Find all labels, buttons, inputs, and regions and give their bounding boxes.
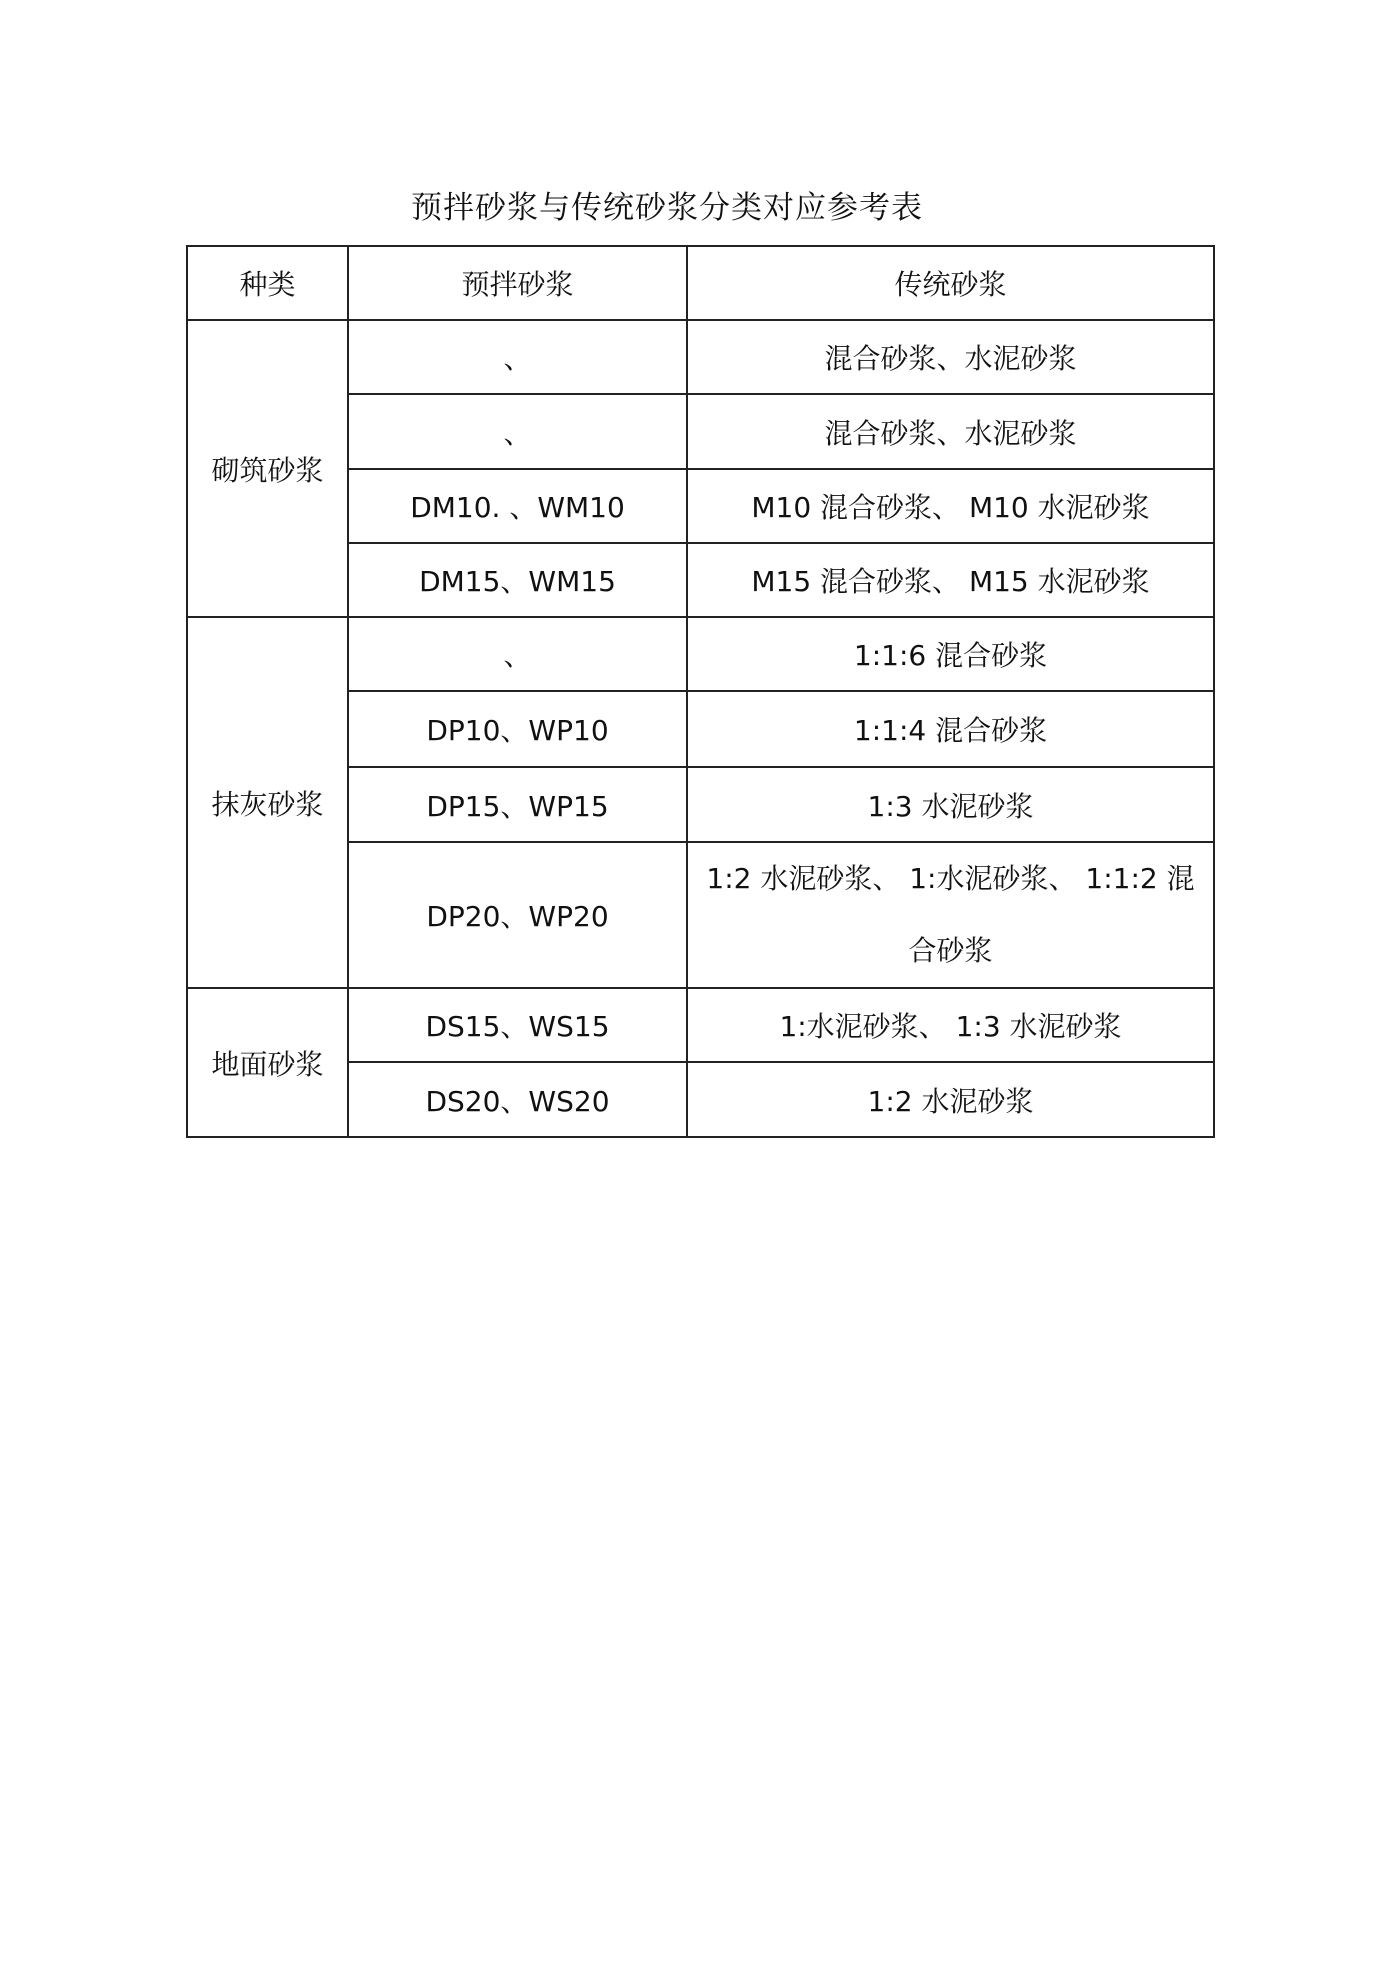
page-title: 预拌砂浆与传统砂浆分类对应参考表: [411, 190, 923, 226]
traditional-cell: 1:3 水泥砂浆: [687, 767, 1214, 842]
traditional-cell: 1:2 水泥砂浆: [687, 1062, 1214, 1137]
category-cell-floor: 地面砂浆: [187, 988, 348, 1137]
traditional-cell: 混合砂浆、水泥砂浆: [687, 394, 1214, 469]
traditional-cell: 1:1:6 混合砂浆: [687, 617, 1214, 691]
header-premix: 预拌砂浆: [348, 246, 687, 320]
premix-cell: DP10、WP10: [348, 691, 687, 767]
premix-cell: DM10. 、WM10: [348, 469, 687, 543]
table-row: [187, 988, 1214, 1062]
premix-cell: DS15、WS15: [348, 988, 687, 1062]
classification-table: [186, 245, 1215, 1138]
premix-cell: 、: [348, 394, 687, 469]
table-header-row: [187, 246, 1214, 320]
premix-cell: DP15、WP15: [348, 767, 687, 842]
table-row: [187, 617, 1214, 691]
traditional-cell: 1:水泥砂浆、 1:3 水泥砂浆: [687, 988, 1214, 1062]
traditional-cell: M15 混合砂浆、 M15 水泥砂浆: [687, 543, 1214, 617]
premix-cell: DM15、WM15: [348, 543, 687, 617]
header-traditional: 传统砂浆: [687, 246, 1214, 320]
traditional-cell: 1:2 水泥砂浆、 1:水泥砂浆、 1:1:2 混合砂浆: [687, 842, 1214, 988]
category-cell-masonry: 砌筑砂浆: [187, 320, 348, 617]
header-category: 种类: [187, 246, 348, 320]
premix-cell: 、: [348, 617, 687, 691]
traditional-cell: 1:1:4 混合砂浆: [687, 691, 1214, 767]
category-cell-plastering: 抹灰砂浆: [187, 617, 348, 988]
premix-cell: DS20、WS20: [348, 1062, 687, 1137]
table-row: [187, 320, 1214, 394]
premix-cell: 、: [348, 320, 687, 394]
traditional-cell: M10 混合砂浆、 M10 水泥砂浆: [687, 469, 1214, 543]
premix-cell: DP20、WP20: [348, 842, 687, 988]
traditional-cell: 混合砂浆、水泥砂浆: [687, 320, 1214, 394]
